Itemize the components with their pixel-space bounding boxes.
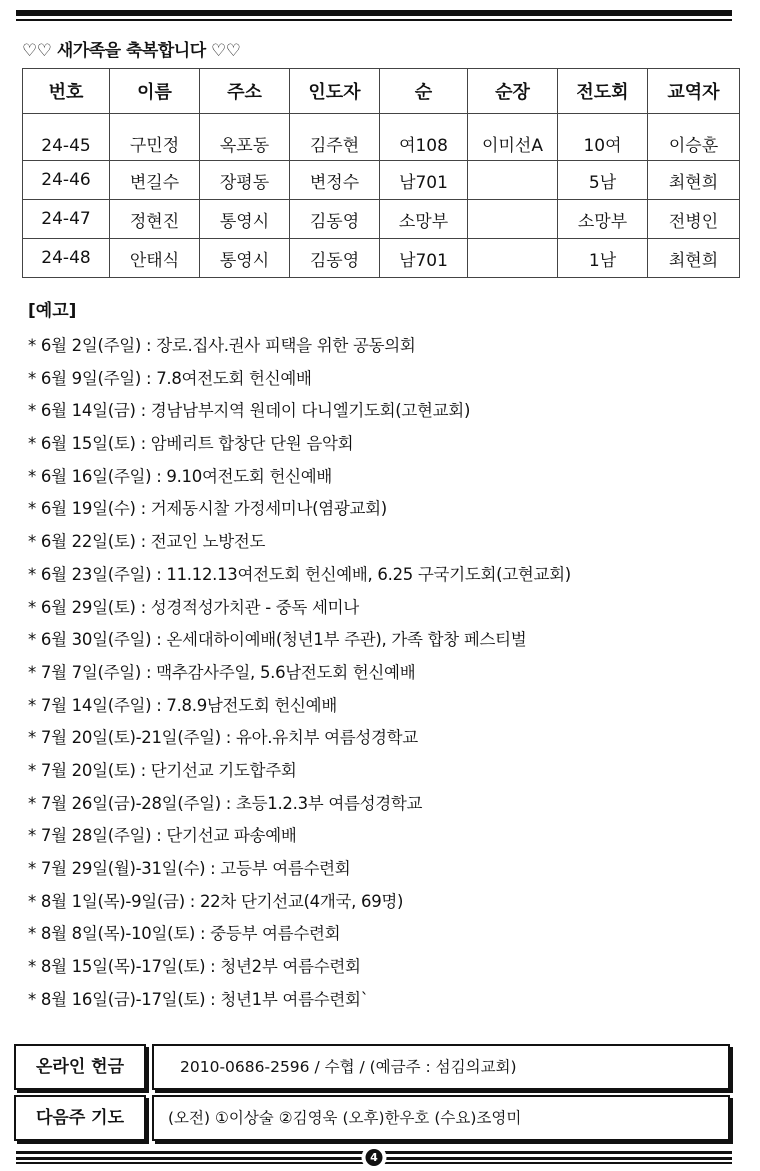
next-prayer-box [14, 1095, 730, 1139]
cell-number: 24-46 [23, 161, 110, 200]
header-pastor: 교역자 [648, 69, 740, 114]
cell-mission-society: 소망부 [558, 200, 648, 239]
cell-group-leader [468, 239, 558, 278]
cell-name: 변길수 [110, 161, 200, 200]
notice-item: * 7월 7일(주일) : 맥추감사주일, 5.6남전도회 헌신예배 [28, 662, 416, 682]
notice-section [28, 296, 728, 1016]
cell-number: 24-45 [23, 114, 110, 161]
notice-item: * 7월 28일(주일) : 단기선교 파송예배 [28, 826, 297, 846]
notice-item: * 6월 15일(토) : 암베리트 합창단 단원 음악회 [28, 434, 354, 454]
header-guide: 인도자 [290, 69, 380, 114]
top-rule-thick [16, 10, 732, 16]
cell-number: 24-48 [23, 239, 110, 278]
header-group: 순 [380, 69, 468, 114]
header-group-leader: 순장 [468, 69, 558, 114]
cell-pastor: 최현희 [648, 239, 740, 278]
top-rule-thin [16, 19, 732, 21]
header-name: 이름 [110, 69, 200, 114]
table-row [23, 239, 740, 278]
cell-guide: 김동영 [290, 200, 380, 239]
notice-item: * 6월 22일(토) : 전교인 노방전도 [28, 532, 266, 552]
cell-address: 통영시 [200, 239, 290, 278]
notice-list [28, 330, 728, 1016]
cell-group-leader [468, 161, 558, 200]
table-row [23, 114, 740, 161]
notice-item: * 6월 14일(금) : 경남남부지역 원데이 다니엘기도회(고현교회) [28, 401, 471, 421]
notice-item: * 6월 29일(토) : 성경적성가치관 - 중독 세미나 [28, 597, 359, 617]
bottom-border-rule [16, 1149, 732, 1167]
cell-group-leader: 이미선A [468, 114, 558, 161]
cell-name: 안태식 [110, 239, 200, 278]
notice-item: * 6월 16일(주일) : 9.10여전도회 헌신예배 [28, 466, 333, 486]
cell-group: 여108 [380, 114, 468, 161]
notice-item: * 7월 26일(금)-28일(주일) : 초등1.2.3부 여름성경학교 [28, 793, 423, 813]
header-number: 번호 [23, 69, 110, 114]
cell-guide: 변정수 [290, 161, 380, 200]
cell-number: 24-47 [23, 200, 110, 239]
new-family-title: ♡♡ 새가족을 축복합니다 ♡♡ [22, 41, 241, 61]
notice-item: * 8월 8일(목)-10일(토) : 중등부 여름수련회 [28, 924, 341, 944]
next-prayer-names: (오전) ①이상술 ②김영욱 (오후)한우호 (수요)조영미 [152, 1095, 730, 1141]
notice-item: * 6월 23일(주일) : 11.12.13여전도회 헌신예배, 6.25 구국기도회(고현교회) [28, 564, 571, 584]
table-row [23, 200, 740, 239]
notice-item: * 8월 16일(금)-17일(토) : 청년1부 여름수련회` [28, 989, 369, 1009]
cell-group: 남701 [380, 161, 468, 200]
online-offering-account: 2010-0686-2596 / 수협 / (예금주 : 섬김의교회) [152, 1044, 730, 1090]
cell-address: 장평동 [200, 161, 290, 200]
cell-guide: 김주현 [290, 114, 380, 161]
cell-pastor: 이승훈 [648, 114, 740, 161]
cell-address: 옥포동 [200, 114, 290, 161]
new-family-table [22, 68, 740, 278]
cell-name: 정현진 [110, 200, 200, 239]
notice-item: * 7월 20일(토)-21일(주일) : 유아.유치부 여름성경학교 [28, 728, 418, 748]
cell-mission-society: 1남 [558, 239, 648, 278]
notice-item: * 7월 14일(주일) : 7.8.9남전도회 헌신예배 [28, 695, 337, 715]
cell-mission-society: 10여 [558, 114, 648, 161]
header-address: 주소 [200, 69, 290, 114]
page-number: 4 [366, 1149, 383, 1166]
header-mission-society: 전도회 [558, 69, 648, 114]
cell-address: 통영시 [200, 200, 290, 239]
cell-group-leader [468, 200, 558, 239]
notice-heading: [예고] [28, 301, 77, 321]
cell-guide: 김동영 [290, 239, 380, 278]
cell-pastor: 최현희 [648, 161, 740, 200]
notice-item: * 6월 9일(주일) : 7.8여전도회 헌신예배 [28, 368, 312, 388]
cell-mission-society: 5남 [558, 161, 648, 200]
next-prayer-label: 다음주 기도 [14, 1095, 146, 1141]
notice-item: * 6월 2일(주일) : 장로.집사.권사 피택을 위한 공동의회 [28, 336, 416, 355]
cell-group: 남701 [380, 239, 468, 278]
notice-item: * 7월 29일(월)-31일(수) : 고등부 여름수련회 [28, 859, 351, 878]
notice-item: * 8월 15일(목)-17일(토) : 청년2부 여름수련회 [28, 957, 361, 977]
notice-item: * 6월 19일(수) : 거제동시찰 가정세미나(염광교회) [28, 499, 387, 519]
notice-item: * 6월 30일(주일) : 온세대하이예배(청년1부 주관), 가족 합창 페스티벌 [28, 630, 527, 650]
top-border-rule [16, 10, 732, 21]
notice-item: * 8월 1일(목)-9일(금) : 22차 단기선교(4개국, 69명) [28, 891, 404, 911]
cell-pastor: 전병인 [648, 200, 740, 239]
online-offering-label: 온라인 헌금 [14, 1044, 146, 1090]
table-row [23, 161, 740, 200]
cell-name: 구민정 [110, 114, 200, 161]
notice-item: * 7월 20일(토) : 단기선교 기도합주회 [28, 760, 297, 780]
cell-group: 소망부 [380, 200, 468, 239]
table-header-row [23, 69, 740, 114]
online-offering-box [14, 1044, 730, 1088]
